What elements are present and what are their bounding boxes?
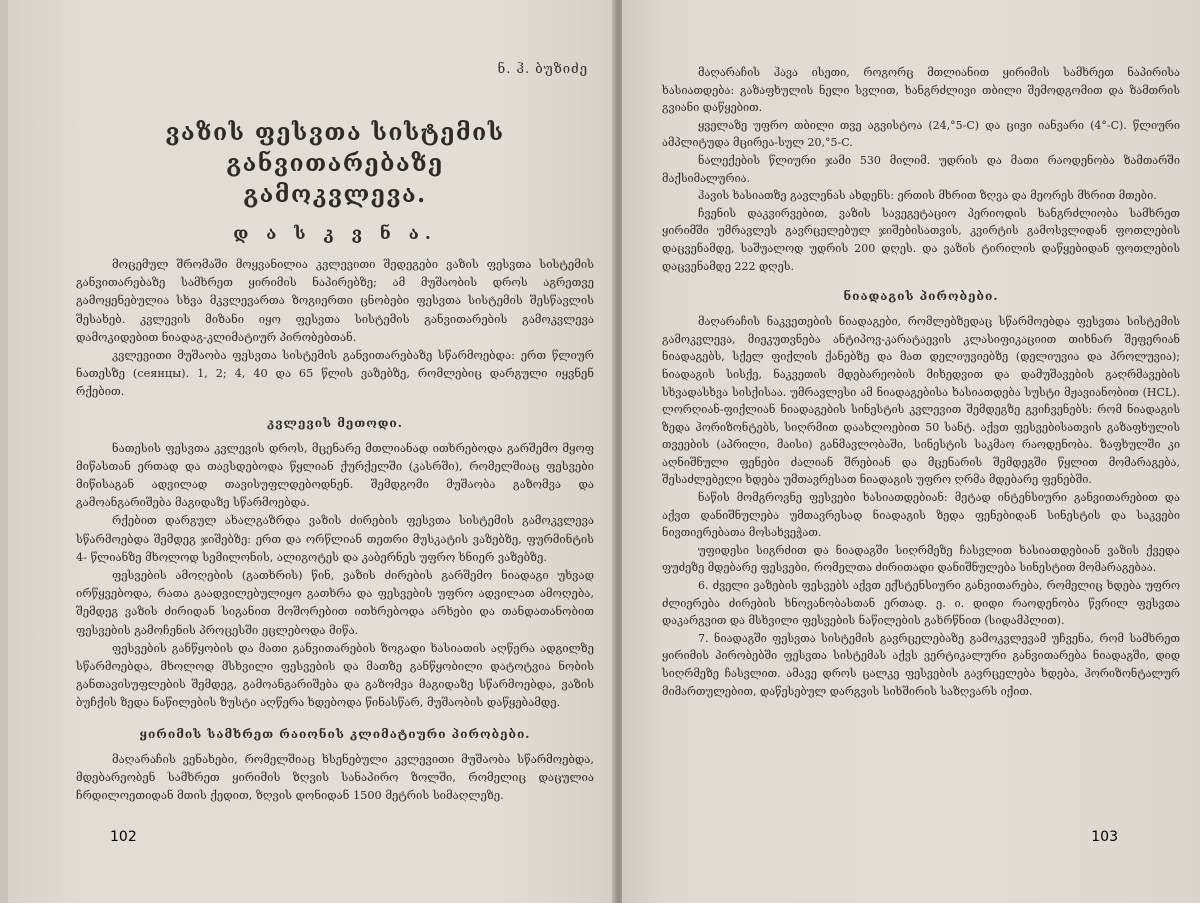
methods-paragraph: ფესვების განწყობის და მათი განვითარების ზოგადი ხასიათის აღწერა ადგილზე სწარმოებდა, მხოლოდ მსხვილი ფესვების და მათზე განწყობილი დატოტვია ნობის განთავისუფლების შემდეგ, გამოანგარიშება და გაზომვა მაგიდაზე სწარმოებდა, ვაზის ბუჩქის ზედა ნაწილების ზუსტი აღწერა ხდებოდა წინასწარ, მუშაობის დაწყებამდე. <box>76 641 594 710</box>
conclusion-heading: დ ა ს კ ვ ნ ა. <box>233 224 437 244</box>
climate-paragraph: ყველაზე უფრო თბილი თვე აგვისტოა (24,°5-C) და ცივი იანვარი (4°-C). წლიური ამპლიტუდა მცირეა-სულ 20,°5-C. <box>662 118 1180 150</box>
methods-paragraph: ფესვების ამოღების (გათხრის) წინ, ვაზის ძირების გარშემო ნიადაგი უხვად ირწყვებოდა, რათა გაადვილებულიყო გათხრა და ფესვების უფრო ადვილათ ამოღება, შემდეგ ვაზის ძირიდან სიგანით მოშორებით ითხრებოდა არხები და თანდათანობით ფესვების გამოჩენის პროცესში ეცლებოდა მიწა. <box>76 569 594 637</box>
methods-paragraph: ნათესის ფესვთა კვლევის დროს, მცენარე მთლიანად ითხრებოდა გარშემო მყოფ მიწასთან ერთად და თავსდებოდა წყლიან ქურქელში (კასრში), რომელშიაც ფესვები მიწისაგან ადვილად თავისუფლდებოდნენ. შემდგომი მუშაობა გაზომვა და გამოანგარიშება მაგიდაზე სწარმოებდა. <box>76 441 594 510</box>
soil-paragraph: 7. ნიადაგში ფესვთა სისტემის გავრცელებაზე გამოკვლევამ უჩვენა, რომ სამხრეთ ყირიმის პირობებში ფესვთა სისტემას აქვს ვერტიკალური განვითარება ნიადაგში, დიდ სიღრმეზე ჩასვლით. ამავე დროს ცალკე ფესვების გავრცელება ხდება, ჰორიზონტალურ მიმართულებით, დაწესებულ დარგვის სიხშირის საზღვარს იქით. <box>662 631 1180 698</box>
title-line-1: ვაზის ფესვთა სისტემის განვითარებაზე <box>165 119 505 177</box>
soil-heading: ნიადაგის პირობები. <box>843 289 999 304</box>
article-title <box>76 117 594 210</box>
methods-paragraph: რქებით დარგულ ახალგაზრდა ვაზის ძირების ფესვთა სისტემის გამოკვლევა სწარმოებდა შემდეგ ჯიშებზე: ერთ და ორწლიან თეთრი მუსკატის ვაზებზე, ფურმინტის 4- წლიანზე მხოლოდ სემილონის, ალიგოტეს და კაბერნეს უფრო ხნიერ ვაზებზე. <box>76 514 594 564</box>
intro-paragraph: კვლევითი მუშაობა ფესვთა სისტემის განვითარებაზე სწარმოებდა: ერთ წლიურ ნათესზე (сеянцы). 1, 2; 4, 40 და 65 წლის ვაზებზე, რომლებიც დარგული იყვნენ რქებით. <box>76 349 594 399</box>
climate-paragraph: მაღარაჩის ვენახები, რომელშიაც ხსენებული კვლევითი მუშაობა სწარმოებდა, მდებარეობენ სამხრეთ ყირიმის ზღვის სანაპირო ზოლში, რომელიც დაცულია ჩრდილოეთიდან მთის ქედით, ზღვის დონიდან 1500 მეტრის სიმაღლეზე. <box>76 752 594 803</box>
author-name: ნ. ჰ. ბუზიძე <box>497 62 588 77</box>
soil-paragraph: ნაწის მომგროვნე ფესვები ხასიათდებიან: მეტად ინტენსიური განვითარებით და აქვთ დანიშნულება უმთავრესად ნიადაგის ზედა ფენებიდან სინესტის და საკვები ნივთიერებათა მოსახვეჭათ. <box>662 491 1180 540</box>
methods-heading: კვლევის მეთოდი. <box>267 415 403 430</box>
climate-paragraph: ჰავის ხასიათზე გავლენას ახდენს: ერთის მხრით ზღვა და მეორეს მხრით მთები. <box>698 189 1157 203</box>
soil-paragraph: 6. ძველი ვაზების ფესვებს აქვთ ექსტენსიური განვითარება, რომელიც ხდება უფრო ძლიერება ძირების ხნოვანობასთან ერთად. ე. ი. დიდი რაოდენობა წვრილ ფესვთა დაკარგვით და მსხვილი ფესვების ნაწილების გახრწნით (სიდამპლით). <box>662 579 1180 628</box>
left-page <box>8 0 618 903</box>
soil-paragraph: უფიდესი სიგრძით და ნიადაგში სიღრმეზე ჩასვლით ხასიათდებიან ვაზის ქვედა ფუძეზე მდებარე ფესვები, რომელთა ძირითადი დანიშნულება სინესტით მომარაგებაა. <box>662 543 1180 575</box>
right-page <box>622 0 1200 903</box>
page-number-right: 103 <box>1091 829 1118 845</box>
climate-paragraph: ნალექების წლიური ჯამი 530 მილიმ. უდრის და მათი რაოდენობა ზამთარში მაქსიმალურია. <box>662 153 1180 185</box>
page-number-left: 102 <box>110 829 137 845</box>
intro-paragraph: მოცემულ შრომაში მოყვანილია კვლევითი შედეგები ვაზის ფესვთა სისტემის განვითარებაზე სამხრეთ ყირიმის ნაპირებზე; ამ მუშაობის დროს აგრეთვე გამოყენებულია სხვა მკვლევართა ზოგიერთი ცნობები ფესვთა სისტემის შესწავლის შესახებ. კვლევის მიზანი იყო ფესვთა სისტემის განვითარების გამოკვლევა დამოკიდებით ნიადაგ-კლიმატიურ პირობებთან. <box>76 258 594 344</box>
climate-paragraph: ჩვენის დაკვირვებით, ვაზის სავეგეტაციო პერიოდის ხანგრძლიობა სამხრეთ ყირიმში უმრავლეს გავრცელებულ ჯიშებისათვის, კვირტის გამოსვლიდან ფოთლების დაცვენამდე, საშუალოდ უდრის 200 დღეს. და ვაზის ტირილის დაწყებიდან ფოთლების დაცვენამდე 222 დღეს. <box>662 206 1180 273</box>
climate-heading: ყირიმის სამხრეთ რაიონის კლიმატიური პირობები. <box>139 726 531 741</box>
title-line-2: გამოკვლევა. <box>243 181 427 208</box>
soil-paragraph: მაღარაჩის ნაკვეთების ნიადაგები, რომლებზედაც სწარმოებდა ფესვთა სისტემის გამოკვლევა, მიეკუთვნება ანტიპოვ-კარატაევის კლასიფიკაციით თიხნარ შეფერიან ნიადაგებს, სქელ ფიქლის ქანებზე და მათ დელიუვიებზე (დელიუვია და პროლუვია); ნიადაგის სისქე, ნაკვეთის მდებარეობის მიხედვით და დამუშავების გაღრმავების სხვადასხვა სისქისაა. უმრავლესი ამ ნიადაგებისა ხასიათდება სუსტი მჟავიანობით (HCL). ლორღიან-ფიქლიან ნიადაგების სინესტის კვლევით შემდეგზე გვიჩვენებს: რომ ნიადაგის ზედა ჰორიზონტებს, სიღრმით დაახლოებით 50 სანტ. აქვთ ფესვებისათვის გაზაფხულის თვეების (აპრილი, მაისი) განმავლობაში, სინესტის საკმაო რაოდენობა. ზაფხულში კი აღნიშნული ფენები ძალიან შრებიან და მცენარის შემდეგში წყლით მომარაგება, შესაძლებელი ხდება უმთავრესათ ნიადაგის უფრო ღრმა მდებარე ფენებში. <box>662 315 1180 487</box>
climate-paragraph: მაღარაჩის ჰავა ისეთი, როგორც მთლიანით ყირიმის სამხრეთ ნაპირისა ხასიათდება: გაზაფხულის ნელი სვლით, ხანგრძლივი თბილი შემოდგომით და ზამთრის გვიანი დაწყებით. <box>662 66 1180 115</box>
